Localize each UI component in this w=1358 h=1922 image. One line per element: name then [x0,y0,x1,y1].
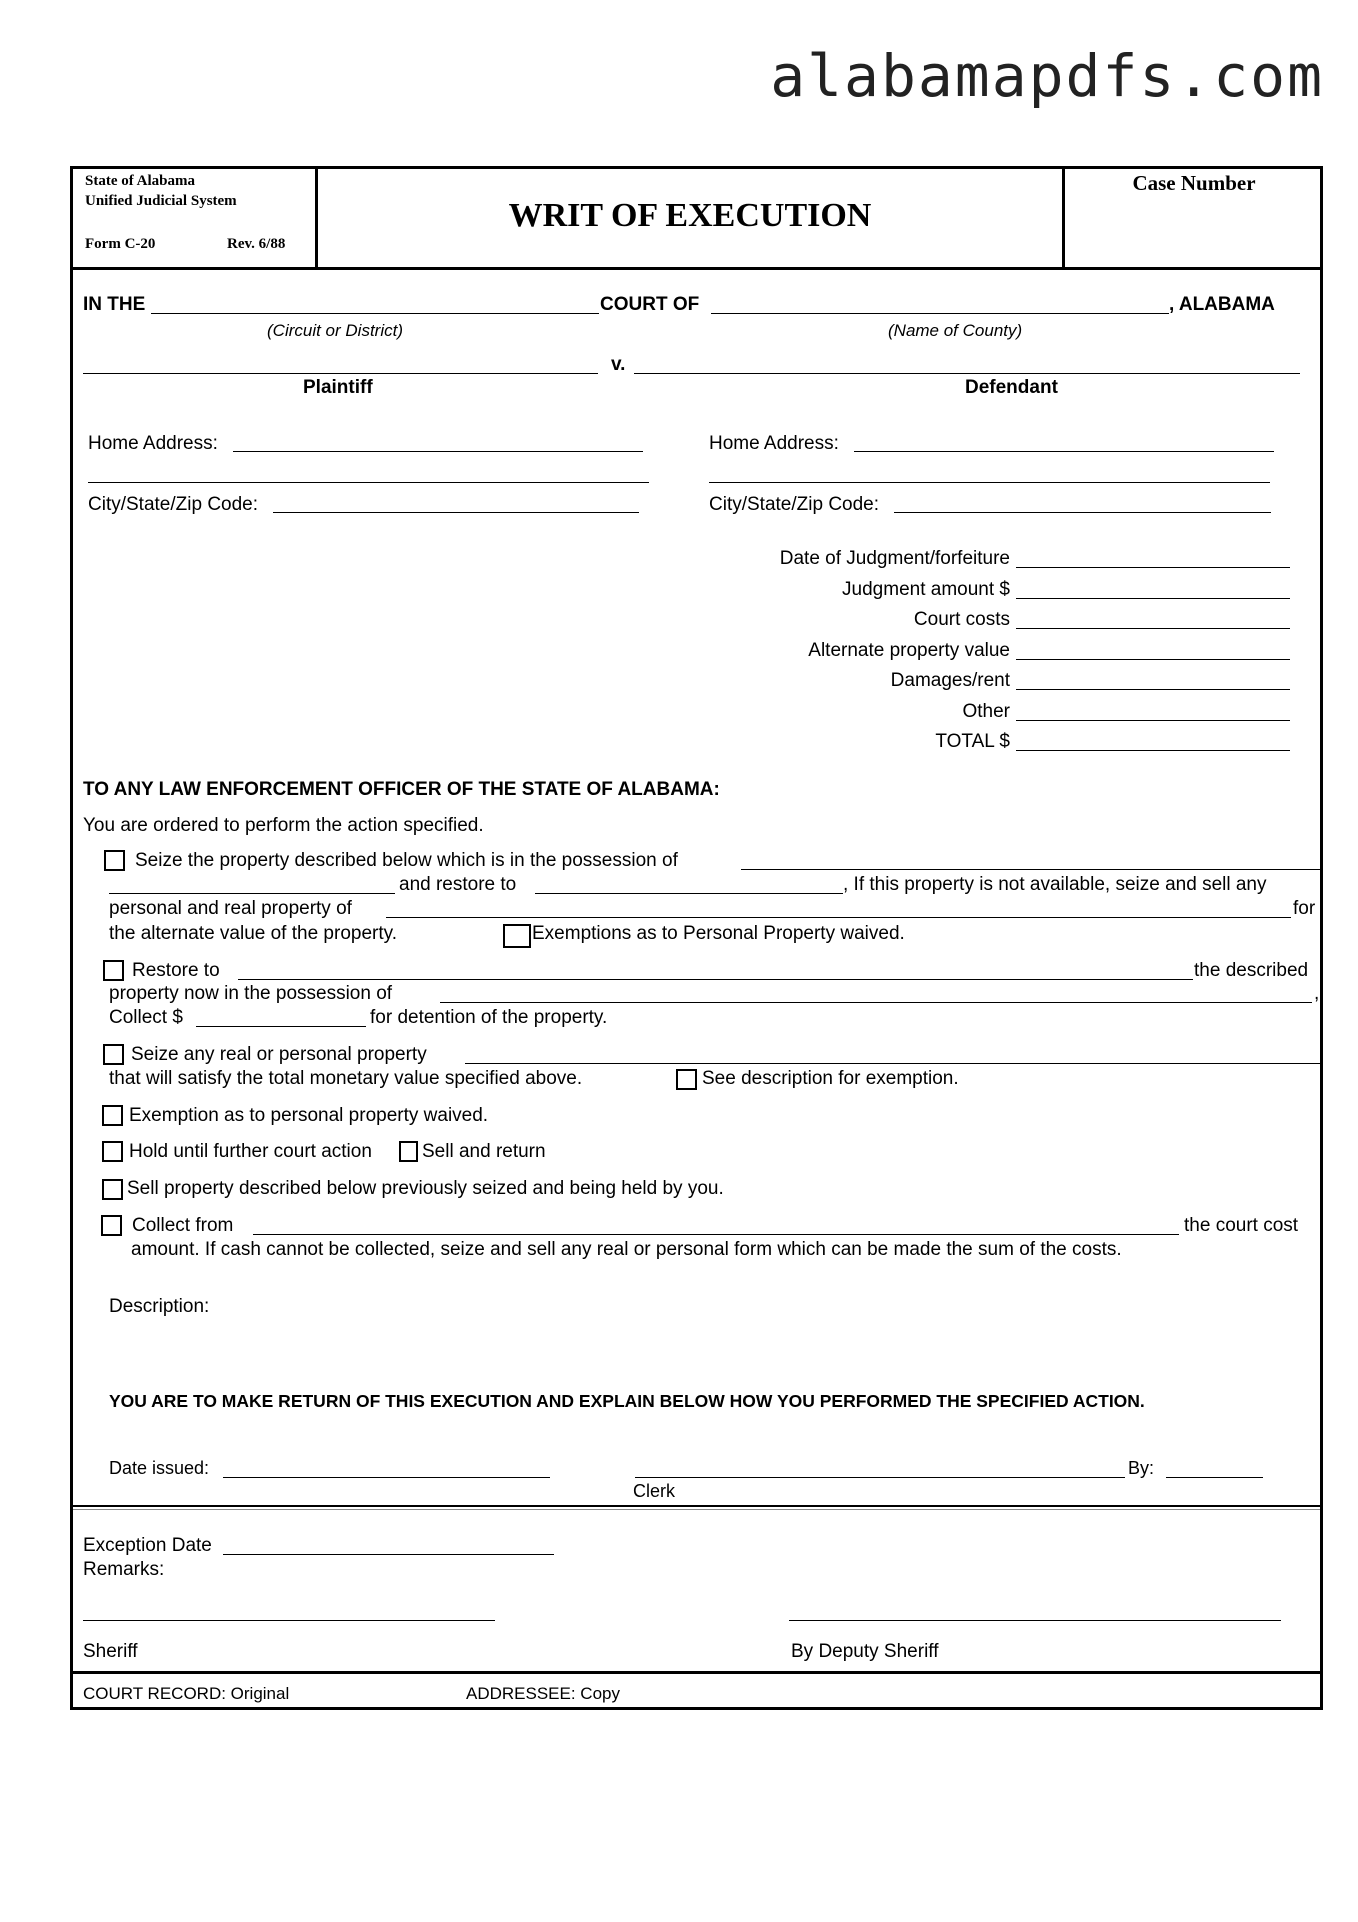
clerk-signature-field[interactable] [635,1477,1125,1478]
in-the-label: IN THE [83,294,146,315]
amount-field-alternate[interactable] [1016,659,1290,660]
return-notice: YOU ARE TO MAKE RETURN OF THIS EXECUTION AND EXPLAIN BELOW HOW YOU PERFORMED THE SPECIFIED ACTION. [109,1391,1145,1411]
plaintiff-city-label: City/State/Zip Code: [88,494,259,515]
order-intro: You are ordered to perform the action specified. [83,815,484,836]
date-issued-field[interactable] [223,1477,550,1478]
plaintiff-address-line2-field[interactable] [88,482,649,483]
seize2-property-field[interactable] [465,1063,1321,1064]
seize1-text-e: for [1293,898,1316,919]
amount-label-alternate: Alternate property value [808,640,1010,661]
form-title: WRIT OF EXECUTION [508,197,872,234]
clerk-label: Clerk [633,1481,676,1501]
amount-label-judgment: Judgment amount $ [842,579,1010,600]
deputy-signature-field[interactable] [789,1620,1281,1621]
state-label: State of Alabama [85,173,195,189]
restore-text-e: Collect $ [109,1007,183,1028]
restore-text-f: for detention of the property. [370,1007,608,1028]
circuit-hint: (Circuit or District) [267,321,403,340]
plaintiff-city-field[interactable] [273,512,639,513]
detention-amount-field[interactable] [196,1026,366,1027]
date-issued-label: Date issued: [109,1458,210,1478]
amount-label-judgment-date: Date of Judgment/forfeiture [779,548,1010,569]
seize1-possession-field[interactable] [741,869,1321,870]
description-label: Description: [109,1296,210,1317]
county-hint: (Name of County) [888,321,1023,340]
amount-field-damages[interactable] [1016,689,1290,690]
seize-any-property-checkbox[interactable] [103,1044,124,1065]
seize2-text-b: that will satisfy the total monetary value specified above. [109,1068,583,1089]
amount-field-other[interactable] [1016,720,1290,721]
sell-return-checkbox[interactable] [399,1141,418,1162]
form-revision: Rev. 6/88 [227,236,286,252]
collect-checkbox[interactable] [101,1215,122,1236]
amount-label-total: TOTAL $ [935,731,1010,752]
seize1-text-f: the alternate value of the property. [109,923,397,944]
seize1-text-b: and restore to [399,874,517,895]
by-field[interactable] [1166,1477,1263,1478]
court-type-field[interactable] [151,313,599,314]
addressee-label: ADDRESSEE: Copy [466,1684,620,1703]
alabama-label: , ALABAMA [1169,294,1275,315]
amount-label-other: Other [962,701,1010,722]
court-of-label: COURT OF [600,294,700,315]
seize1-owner-field[interactable] [109,893,395,894]
plaintiff-home-address-field[interactable] [233,451,643,452]
defendant-home-address-label: Home Address: [709,433,839,454]
defendant-home-address-field[interactable] [854,451,1274,452]
collect-text-c: amount. If cash cannot be collected, seize and sell any real or personal form which can be made the sum of the costs. [131,1239,1122,1260]
restore-text-c: property now in the possession of [109,983,393,1004]
defendant-city-field[interactable] [894,512,1271,513]
return-section-rule-a [73,1505,1320,1507]
sell-previous-label: Sell property described below previously seized and being held by you. [127,1178,724,1199]
seize1-text-c: , If this property is not available, seize and sell any [843,874,1267,895]
sheriff-signature-field[interactable] [83,1620,495,1621]
form-number: Form C-20 [85,236,156,252]
footer-rule [73,1671,1320,1674]
sheriff-label: Sheriff [83,1641,138,1662]
remarks-label: Remarks: [83,1559,165,1580]
amount-label-court-costs: Court costs [913,609,1010,630]
plaintiff-field[interactable] [83,373,598,374]
system-label: Unified Judicial System [85,193,237,209]
order-heading: TO ANY LAW ENFORCEMENT OFFICER OF THE STATE OF ALABAMA: [83,779,720,800]
plaintiff-home-address-label: Home Address: [88,433,218,454]
collect-text-b: the court cost [1184,1215,1299,1236]
seize1-text-d: personal and real property of [109,898,352,919]
defendant-address-line2-field[interactable] [709,482,1270,483]
exception-date-field[interactable] [223,1554,554,1555]
restore-possession-field[interactable] [440,1002,1312,1003]
header-left-block [73,169,318,269]
seize2-text-a: Seize any real or personal property [131,1044,427,1065]
seize-property-checkbox[interactable] [104,850,125,871]
defendant-label: Defendant [965,377,1058,398]
amount-field-total[interactable] [1016,750,1290,751]
amount-field-judgment-date[interactable] [1016,567,1290,568]
by-label: By: [1128,1458,1155,1478]
header-rule [73,267,1320,270]
exemptions-waived-label: Exemptions as to Personal Property waived. [532,923,905,944]
plaintiff-label: Plaintiff [303,377,373,398]
header-title-block [318,169,1065,269]
defendant-field[interactable] [634,373,1300,374]
case-number-label: Case Number [1132,171,1256,195]
collect-from-field[interactable] [253,1234,1179,1235]
watermark: alabamapdfs.com [770,42,1324,110]
county-field[interactable] [711,313,1169,314]
see-description-label: See description for exemption. [702,1068,959,1089]
hold-checkbox[interactable] [102,1141,123,1162]
exemptions-waived-checkbox[interactable] [503,924,531,948]
writ-form [70,166,1323,1710]
restore-to-field[interactable] [238,979,1193,980]
collect-text-a: Collect from [132,1215,234,1236]
restore-text-b: the described [1194,960,1309,981]
exception-date-label: Exception Date [83,1535,212,1556]
restore-text-a: Restore to [132,960,220,981]
exemption-waived-label: Exemption as to personal property waived. [129,1105,489,1126]
return-section-rule-b [73,1509,1320,1510]
deputy-sheriff-label: By Deputy Sheriff [791,1641,939,1662]
court-record-label: COURT RECORD: Original [83,1684,290,1703]
seize1-restore-field[interactable] [535,893,843,894]
sell-previous-checkbox[interactable] [102,1179,123,1200]
see-description-checkbox[interactable] [676,1069,697,1090]
exemption-waived-checkbox[interactable] [102,1105,123,1126]
restore-text-d: , [1314,983,1320,1004]
seize1-text-a: Seize the property described below which is in the possession of [135,850,678,871]
description-field[interactable] [109,1321,1309,1371]
amount-field-judgment[interactable] [1016,598,1290,599]
case-number-field[interactable] [1073,209,1313,261]
hold-label: Hold until further court action [129,1141,372,1162]
restore-checkbox[interactable] [103,960,124,981]
sell-return-label: Sell and return [422,1141,546,1162]
defendant-city-label: City/State/Zip Code: [709,494,880,515]
amount-label-damages: Damages/rent [890,670,1010,691]
amount-field-court-costs[interactable] [1016,628,1290,629]
versus-label: v. [611,354,626,375]
seize1-property-of-field[interactable] [386,917,1291,918]
